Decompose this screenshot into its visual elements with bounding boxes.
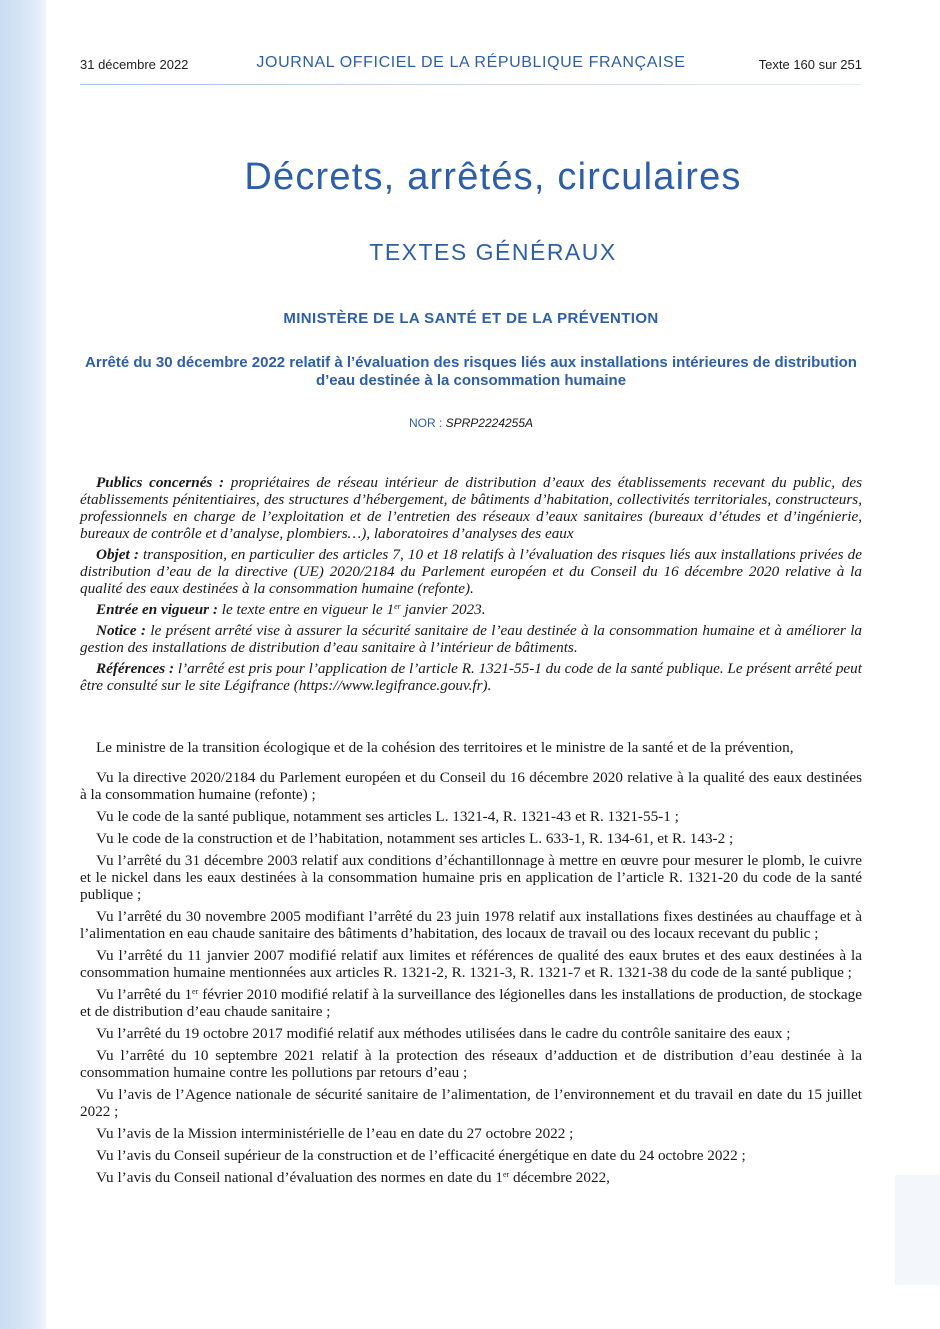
visa-paragraph: [80, 986, 862, 1020]
header-date: 31 décembre 2022: [80, 57, 189, 72]
publics-text: propriétaires de réseau intérieur de distribution d’eaux des établissements recevant du public, des établissements pénitentiaires, des structures d’hébergement, de bâtiments d’habitation, collectivités territoriales, constructeurs, professionnels en charge de l’exploitation et de l’entretien des réseaux d’eaux sanitaires (bureaux d’études et d’ingénierie, bureaux de contrôle et d’analyse, plombiers…), laboratoires d’analyses des eaux: [80, 474, 862, 542]
summary-entree: [80, 601, 862, 618]
entree-text: le texte entre en vigueur le 1: [217, 601, 395, 618]
visa-sup: er: [192, 987, 199, 996]
page-title: Décrets, arrêtés, circulaires: [244, 156, 742, 198]
visa-paragraph: Vu l’arrêté du 10 septembre 2021 relatif à la protection des réseaux d’adduction et de distribution d’eau destinée à la consommation humaine contre les pollutions par retours d’eau ;: [80, 1047, 862, 1081]
left-margin-band: [0, 0, 46, 1329]
visa-text: Vu l’arrêté du 1: [96, 986, 193, 1003]
visa-paragraph: Vu l’arrêté du 30 novembre 2005 modifiant l’arrêté du 23 juin 1978 relatif aux installations fixes destinées au chauffage et à l’alimentation en eau chaude sanitaire des bâtiments d’habitation, des locaux de travail ou des locaux recevant du public ;: [80, 908, 862, 942]
header-divider: [80, 84, 862, 85]
visa-paragraph: Vu l’avis de la Mission interministérielle de l’eau en date du 27 octobre 2022 ;: [96, 1125, 574, 1142]
visa-text: Vu l’avis du Conseil national d’évaluation des normes en date du 1: [96, 1169, 503, 1186]
references-text: l’arrêté est pris pour l’application de l’article R. 1321-55-1 du code de la santé publique. Le présent arrêté peut être consulté sur le site Légifrance (https://www.legifrance.gouv.fr).: [80, 660, 862, 694]
header-journal-title: JOURNAL OFFICIEL DE LA RÉPUBLIQUE FRANÇAISE: [256, 54, 686, 71]
body-text: [80, 739, 862, 1191]
right-margin-band: [895, 1175, 940, 1285]
objet-label: Objet :: [96, 546, 139, 563]
preamble-intro: Le ministre de la transition écologique et de la cohésion des territoires et le ministre de la santé et de la prévention,: [96, 739, 794, 756]
visa-paragraph: Vu la directive 2020/2184 du Parlement européen et du Conseil du 16 décembre 2020 relative à la qualité des eaux destinées à la consommation humaine (refonte) ;: [80, 769, 862, 803]
notice-label: Notice :: [96, 622, 146, 639]
summary-objet: [80, 546, 862, 597]
visa-paragraph: Vu l’arrêté du 19 octobre 2017 modifié relatif aux méthodes utilisées dans le cadre du contrôle sanitaire des eaux ;: [96, 1025, 791, 1042]
summary-publics: [80, 474, 862, 542]
visa-paragraph: Vu l’arrêté du 11 janvier 2007 modifié relatif aux limites et références de qualité des eaux brutes et des eaux destinées à la consommation humaine mentionnées aux articles R. 1321-2, R. 1321-3, R. 1321-7 et R. 1321-38 du code de la santé publique ;: [80, 947, 862, 981]
summary-references: [80, 660, 862, 694]
entree-sup: er: [394, 602, 401, 611]
page-header: [80, 55, 862, 77]
nor-label: NOR :: [408, 416, 446, 430]
ministry-title: MINISTÈRE DE LA SANTÉ ET DE LA PRÉVENTION: [283, 310, 659, 327]
entree-text-end: janvier 2023.: [400, 601, 486, 618]
entree-label: Entrée en vigueur :: [96, 601, 218, 618]
notice-text: le présent arrêté vise à assurer la sécurité sanitaire de l’eau destinée à la consommation humaine et à améliorer la gestion des installations de distribution d’eau sanitaire à l’intérieur de bâtiments.: [80, 622, 863, 656]
visa-sup: er: [502, 1170, 510, 1179]
visa-text-end: février 2010 modifié relatif à la surveillance des légionelles dans les installations de production, de stockage et de distribution d’eau chaude sanitaire ;: [80, 986, 863, 1020]
visa-text-end: décembre 2022,: [509, 1169, 610, 1186]
visa-paragraph: Vu l’avis de l’Agence nationale de sécurité sanitaire de l’alimentation, de l’environnement et du travail en date du 15 juillet 2022 ;: [80, 1086, 862, 1120]
visa-paragraph: Vu l’avis du Conseil supérieur de la construction et de l’efficacité énergétique en date du 24 octobre 2022 ;: [96, 1147, 746, 1164]
objet-text: transposition, en particulier des articles 7, 10 et 18 relatifs à l’évaluation des risques liés aux installations privées de distribution d’eau de la directive (UE) 2020/2184 du Parlement européen et du Conseil du 16 décembre 2020 relative à la qualité des eaux destinées à la consommation humaine (refonte).: [80, 546, 862, 597]
references-label: Références :: [96, 660, 175, 677]
visa-paragraph: Vu le code de la construction et de l’habitation, notamment ses articles L. 633-1, R. 134-61, et R. 143-2 ;: [96, 830, 734, 847]
header-text-count: Texte 160 sur 251: [758, 57, 862, 72]
visa-paragraph: Vu le code de la santé publique, notamment ses articles L. 1321-4, R. 1321-43 et R. 1321-55-1 ;: [96, 808, 679, 825]
visa-paragraph: [80, 1169, 862, 1186]
publics-label: Publics concernés :: [96, 474, 225, 491]
summary-notice: [80, 622, 862, 656]
summary-block: [80, 474, 862, 698]
nor-reference: [80, 416, 862, 430]
nor-code: SPRP2224255A: [445, 416, 534, 430]
section-title: TEXTES GÉNÉRAUX: [369, 239, 617, 265]
arrete-title: Arrêté du 30 décembre 2022 relatif à l’évaluation des risques liés aux installations intérieures de distribution d’eau destinée à la consommation humaine: [85, 354, 857, 389]
visa-paragraph: Vu l’arrêté du 31 décembre 2003 relatif aux conditions d’échantillonnage à mettre en œuvre pour mesurer le plomb, le cuivre et le nickel dans les eaux destinées à la consommation humaine pris en application de l’article R. 1321-20 du code de la santé publique ;: [80, 852, 862, 903]
